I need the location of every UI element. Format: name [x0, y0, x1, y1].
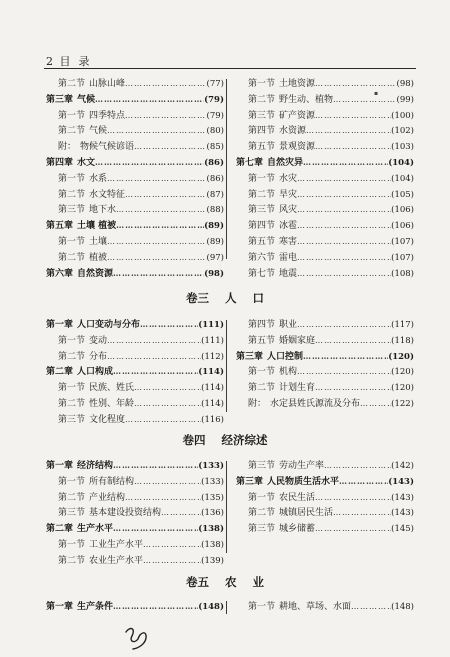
toc-section-entry: [46, 537, 224, 553]
entry-title: 城镇居民生活: [279, 508, 334, 519]
entry-page: (89): [204, 221, 224, 232]
entry-page: (148): [198, 602, 224, 612]
entry-page: (142): [391, 461, 414, 471]
entry-number: 第一节: [58, 335, 86, 346]
entry-title: 农业生产水平: [89, 555, 144, 566]
toc-section-entry: [236, 364, 414, 380]
toc-chapter-entry: [236, 155, 414, 171]
entry-title: 景观资源: [279, 142, 316, 153]
toc-section-entry: [236, 505, 414, 521]
entry-number: 第三节: [248, 110, 276, 121]
entry-title: 人民物质生活水平: [267, 476, 340, 487]
entry-page: (135): [201, 492, 224, 503]
dot-leader: [107, 250, 207, 266]
toc-section-entry: [46, 234, 224, 250]
toc-section-entry: [46, 490, 224, 506]
entry-number: 第二节: [248, 383, 276, 394]
entry-page: (88): [206, 205, 224, 216]
dot-leader: [324, 458, 391, 474]
dot-leader: [116, 218, 204, 234]
toc-section-entry: [236, 218, 414, 234]
dot-leader: [95, 155, 204, 171]
entry-title: 植被: [89, 252, 108, 263]
dot-leader: [297, 250, 391, 266]
entry-title: 水文: [77, 157, 96, 168]
entry-title: 土壤: [89, 236, 108, 247]
dot-leader: [116, 202, 207, 218]
entry-number: 第七章: [236, 157, 264, 168]
entry-title: 雷电: [279, 252, 298, 263]
entry-page: (80): [206, 126, 224, 137]
toc-column-left: [46, 317, 224, 428]
entry-number: 第一节: [58, 383, 86, 394]
entry-title: 寒害: [279, 236, 298, 247]
toc-section-entry: [236, 108, 414, 124]
toc-section-entry: [46, 76, 224, 92]
toc-section-entry: [236, 521, 414, 537]
toc-section-entry: [46, 333, 224, 349]
entry-page: (107): [391, 252, 414, 263]
entry-title: 计划生育: [279, 383, 316, 394]
entry-number: 第三节: [58, 508, 86, 519]
toc-chapter-entry: [46, 521, 224, 537]
entry-page: (114): [201, 383, 224, 394]
toc-section-entry: [236, 317, 414, 333]
entry-page: (86): [204, 157, 224, 168]
entry-number: 第一节: [248, 173, 276, 184]
dot-leader: [297, 187, 391, 203]
dot-leader: [143, 537, 201, 553]
entry-number: 第一节: [58, 236, 86, 247]
entry-number: 第六章: [46, 268, 74, 279]
toc-section-entry: [236, 599, 414, 615]
column-divider: [226, 601, 227, 614]
entry-number: 第一节: [58, 173, 86, 184]
entry-number: 第三节: [248, 205, 276, 216]
dot-leader: [125, 108, 207, 124]
entry-page: (143): [391, 508, 414, 519]
ink-speck: ▪: [374, 90, 379, 97]
entry-number: 第一节: [58, 539, 86, 550]
toc-section-entry: [236, 458, 414, 474]
dot-leader: [134, 474, 201, 490]
entry-title: 水系: [89, 173, 108, 184]
entry-number: 第一节: [58, 476, 86, 487]
dot-leader: [125, 490, 201, 506]
dot-leader: [339, 474, 388, 490]
entry-title: 劳动生产率: [279, 461, 325, 471]
entry-number: 第四节: [248, 126, 276, 137]
dot-leader: [134, 380, 201, 396]
entry-page: (89): [206, 236, 224, 247]
entry-title: 山脉山峰: [89, 79, 126, 89]
entry-page: (118): [391, 335, 414, 346]
entry-number: 第四节: [248, 320, 276, 330]
entry-title: 地震: [279, 268, 298, 279]
entry-page: (138): [201, 539, 224, 550]
dot-leader: [315, 108, 391, 124]
entry-page: (99): [396, 94, 414, 105]
toc-column-left: [46, 76, 224, 281]
entry-page: (77): [206, 79, 224, 89]
toc-section-entry: [46, 380, 224, 396]
toc-section-entry: [236, 234, 414, 250]
handwritten-mark: [120, 622, 154, 652]
dot-leader: [125, 412, 201, 428]
toc-section-entry: [46, 171, 224, 187]
entry-page: (139): [201, 555, 224, 566]
toc-section-entry: [236, 380, 414, 396]
dot-leader: [140, 317, 198, 333]
entry-number: 第一节: [248, 602, 276, 612]
toc-appendix-entry: [46, 139, 224, 155]
dot-leader: [360, 396, 391, 412]
entry-page: (100): [391, 110, 414, 121]
toc-section-entry: [46, 187, 224, 203]
entry-title: 四季特点: [89, 110, 126, 121]
entry-page: (98): [396, 79, 414, 89]
toc-chapter-entry: [46, 218, 224, 234]
toc-chapter-entry: [46, 155, 224, 171]
entry-number: 第三节: [58, 205, 86, 216]
toc-section-entry: [236, 123, 414, 139]
entry-title: 耕地、草场、水面: [279, 602, 352, 612]
entry-title: 冰雹: [279, 221, 298, 232]
dot-leader: [107, 349, 201, 365]
entry-number: 第二节: [58, 79, 86, 89]
entry-title: 工业生产水平: [89, 539, 144, 550]
dot-leader: [113, 266, 204, 282]
entry-number: 第三节: [248, 461, 276, 471]
entry-number: 第二节: [248, 508, 276, 519]
entry-page: (138): [198, 524, 224, 535]
entry-title: 气候: [77, 94, 96, 105]
entry-number: 附：: [58, 142, 77, 153]
entry-page: (120): [391, 383, 414, 394]
entry-page: (98): [204, 268, 224, 279]
entry-number: 第三章: [236, 476, 264, 487]
dot-leader: [315, 490, 391, 506]
column-divider: [226, 320, 227, 412]
toc-section-entry: [46, 396, 224, 412]
entry-title: 所有制结构: [89, 476, 135, 487]
entry-title: 变动: [89, 335, 108, 346]
entry-number: 第七节: [248, 268, 276, 279]
dot-leader: [315, 76, 397, 92]
entry-number: 第五节: [248, 142, 276, 153]
entry-title: 生产水平: [77, 524, 114, 535]
dot-leader: [107, 234, 207, 250]
toc-section-entry: [46, 474, 224, 490]
entry-title: 风灾: [279, 205, 298, 216]
page-number: 2: [46, 55, 53, 68]
entry-number: 第一节: [58, 110, 86, 121]
toc-section-entry: [236, 266, 414, 282]
entry-title: 分布: [89, 351, 108, 362]
entry-page: (120): [388, 351, 414, 362]
volume-heading: 卷五 农 业: [186, 575, 264, 589]
dot-leader: [107, 333, 201, 349]
entry-page: (104): [388, 157, 414, 168]
entry-number: 第二章: [46, 367, 74, 378]
entry-number: 第二节: [58, 398, 86, 409]
header-label: 目录: [59, 55, 98, 68]
entry-number: 第三节: [58, 414, 86, 425]
toc-chapter-entry: [46, 599, 224, 615]
toc-section-entry: [236, 76, 414, 92]
toc-section-entry: [236, 187, 414, 203]
entry-page: (85): [206, 142, 224, 153]
entry-page: (114): [198, 367, 224, 378]
entry-page: (104): [391, 173, 414, 184]
entry-title: 产业结构: [89, 492, 126, 503]
entry-page: (87): [206, 189, 224, 200]
entry-number: 第一节: [248, 79, 276, 89]
entry-page: (112): [201, 351, 224, 362]
entry-number: 第一节: [248, 367, 276, 378]
entry-page: (106): [391, 205, 414, 216]
entry-title: 自然资源: [77, 268, 114, 279]
toc-section-entry: [46, 349, 224, 365]
entry-title: 土地资源: [279, 79, 316, 89]
header-rule: [44, 68, 416, 69]
entry-page: (122): [391, 398, 414, 409]
toc-section-entry: [236, 139, 414, 155]
entry-page: (97): [206, 252, 224, 263]
dot-leader: [315, 380, 391, 396]
dot-leader: [113, 458, 198, 474]
entry-number: 第二节: [58, 492, 86, 503]
dot-leader: [303, 155, 388, 171]
dot-leader: [351, 599, 391, 615]
dot-leader: [303, 349, 388, 365]
toc-section-entry: [236, 171, 414, 187]
entry-page: (133): [198, 461, 224, 471]
entry-number: 第二节: [58, 351, 86, 362]
dot-leader: [315, 521, 391, 537]
entry-page: (107): [391, 236, 414, 247]
entry-title: 人口变动与分布: [77, 320, 141, 330]
toc-chapter-entry: [46, 266, 224, 282]
dot-leader: [297, 317, 391, 333]
entry-title: 职业: [279, 320, 298, 330]
entry-title: 矿产资源: [279, 110, 316, 121]
dot-leader: [297, 234, 391, 250]
dot-leader: [134, 396, 201, 412]
entry-title: 人口控制: [267, 351, 304, 362]
dot-leader: [315, 333, 391, 349]
entry-number: 第五章: [46, 221, 74, 232]
dot-leader: [315, 139, 391, 155]
entry-title: 生产条件: [77, 602, 114, 612]
dot-leader: [113, 521, 198, 537]
toc-section-entry: [46, 553, 224, 569]
entry-page: (105): [391, 189, 414, 200]
entry-title: 经济结构: [77, 461, 114, 471]
entry-number: 附：: [248, 398, 267, 409]
volume-heading: 卷三 人 口: [186, 291, 264, 305]
entry-title: 婚姻家庭: [279, 335, 316, 346]
entry-number: 第五节: [248, 335, 276, 346]
entry-number: 第二章: [46, 524, 74, 535]
entry-page: (116): [201, 414, 224, 425]
dot-leader: [143, 553, 201, 569]
dot-leader: [134, 139, 207, 155]
entry-number: 第一章: [46, 602, 74, 612]
dot-leader: [125, 187, 207, 203]
entry-number: 第二节: [58, 189, 86, 200]
dot-leader: [297, 266, 391, 282]
entry-title: 水文特征: [89, 189, 126, 200]
column-divider: [226, 461, 227, 553]
entry-page: (86): [206, 173, 224, 184]
entry-title: 农民生活: [279, 492, 316, 503]
toc-column-left: [46, 458, 224, 569]
toc-chapter-entry: [46, 364, 224, 380]
column-divider: [226, 79, 227, 259]
toc-chapter-entry: [46, 317, 224, 333]
entry-title: 土壤 植被: [77, 221, 117, 232]
toc-section-entry: [236, 490, 414, 506]
entry-page: (143): [388, 476, 414, 487]
dot-leader: [297, 202, 391, 218]
entry-number: 第四节: [248, 221, 276, 232]
dot-leader: [107, 123, 207, 139]
entry-number: 第四章: [46, 157, 74, 168]
toc-section-entry: [46, 412, 224, 428]
entry-page: (102): [391, 126, 414, 137]
toc-section-entry: [236, 250, 414, 266]
toc-appendix-entry: [236, 396, 414, 412]
entry-number: 第一章: [46, 461, 74, 471]
entry-title: 地下水: [89, 205, 117, 216]
toc-chapter-entry: [236, 474, 414, 490]
toc-chapter-entry: [46, 92, 224, 108]
toc-section-entry: [236, 92, 414, 108]
entry-title: 旱灾: [279, 189, 298, 200]
toc-section-entry: [236, 202, 414, 218]
entry-title: 性别、年龄: [89, 398, 135, 409]
dot-leader: [297, 171, 391, 187]
toc-section-entry: [46, 123, 224, 139]
entry-title: 机构: [279, 367, 298, 378]
entry-page: (117): [391, 320, 414, 330]
toc-column-right: [236, 458, 414, 537]
entry-title: 基本建设投资结构: [89, 508, 162, 519]
toc-section-entry: [236, 333, 414, 349]
entry-number: 第三节: [248, 524, 276, 535]
entry-page: (148): [391, 602, 414, 612]
toc-section-entry: [46, 108, 224, 124]
toc-section-entry: [46, 505, 224, 521]
entry-title: 城乡储蓄: [279, 524, 316, 535]
entry-number: 第三章: [236, 351, 264, 362]
entry-page: (111): [201, 335, 224, 346]
running-header: [46, 53, 98, 69]
dot-leader: [297, 364, 391, 380]
dot-leader: [297, 218, 391, 234]
toc-section-entry: [46, 250, 224, 266]
dot-leader: [113, 599, 198, 615]
entry-number: 第六节: [248, 252, 276, 263]
entry-number: 第一节: [248, 492, 276, 503]
dot-leader: [306, 123, 391, 139]
entry-page: (136): [201, 508, 224, 519]
entry-page: (108): [391, 268, 414, 279]
entry-page: (79): [204, 94, 224, 105]
entry-number: 第三章: [46, 94, 74, 105]
toc-column-right: [236, 76, 414, 281]
entry-title: 水定县姓氏源流及分布: [270, 398, 361, 409]
entry-page: (114): [201, 398, 224, 409]
toc-column-left: [46, 599, 224, 615]
entry-number: 第五节: [248, 236, 276, 247]
entry-number: 第一章: [46, 320, 74, 330]
entry-page: (106): [391, 221, 414, 232]
entry-page: (120): [391, 367, 414, 378]
toc-column-right: [236, 317, 414, 412]
toc-chapter-entry: [46, 458, 224, 474]
entry-number: 第二节: [58, 555, 86, 566]
dot-leader: [95, 92, 204, 108]
toc-chapter-entry: [236, 349, 414, 365]
toc-column-right: [236, 599, 414, 615]
entry-title: 人口构成: [77, 367, 114, 378]
dot-leader: [333, 92, 397, 108]
entry-number: 第二节: [248, 189, 276, 200]
dot-leader: [125, 76, 207, 92]
dot-leader: [161, 505, 201, 521]
entry-title: 自然灾异: [267, 157, 304, 168]
entry-page: (103): [391, 142, 414, 153]
dot-leader: [107, 171, 207, 187]
entry-page: (145): [391, 524, 414, 535]
dot-leader: [113, 364, 198, 380]
entry-title: 水资源: [279, 126, 307, 137]
entry-title: 野生动、植物: [279, 94, 334, 105]
toc-section-entry: [46, 202, 224, 218]
entry-number: 第二节: [248, 94, 276, 105]
volume-heading: 卷四 经济综述: [182, 433, 268, 447]
entry-title: 水灾: [279, 173, 298, 184]
entry-title: 民族、姓氏: [89, 383, 135, 394]
entry-page: (133): [201, 476, 224, 487]
entry-page: (111): [198, 320, 224, 330]
dot-leader: [333, 505, 391, 521]
entry-title: 文化程度: [89, 414, 126, 425]
entry-title: 物候气候谚语: [80, 142, 135, 153]
entry-page: (143): [391, 492, 414, 503]
entry-page: (79): [206, 110, 224, 121]
entry-number: 第二节: [58, 126, 86, 137]
entry-title: 气候: [89, 126, 108, 137]
entry-number: 第二节: [58, 252, 86, 263]
